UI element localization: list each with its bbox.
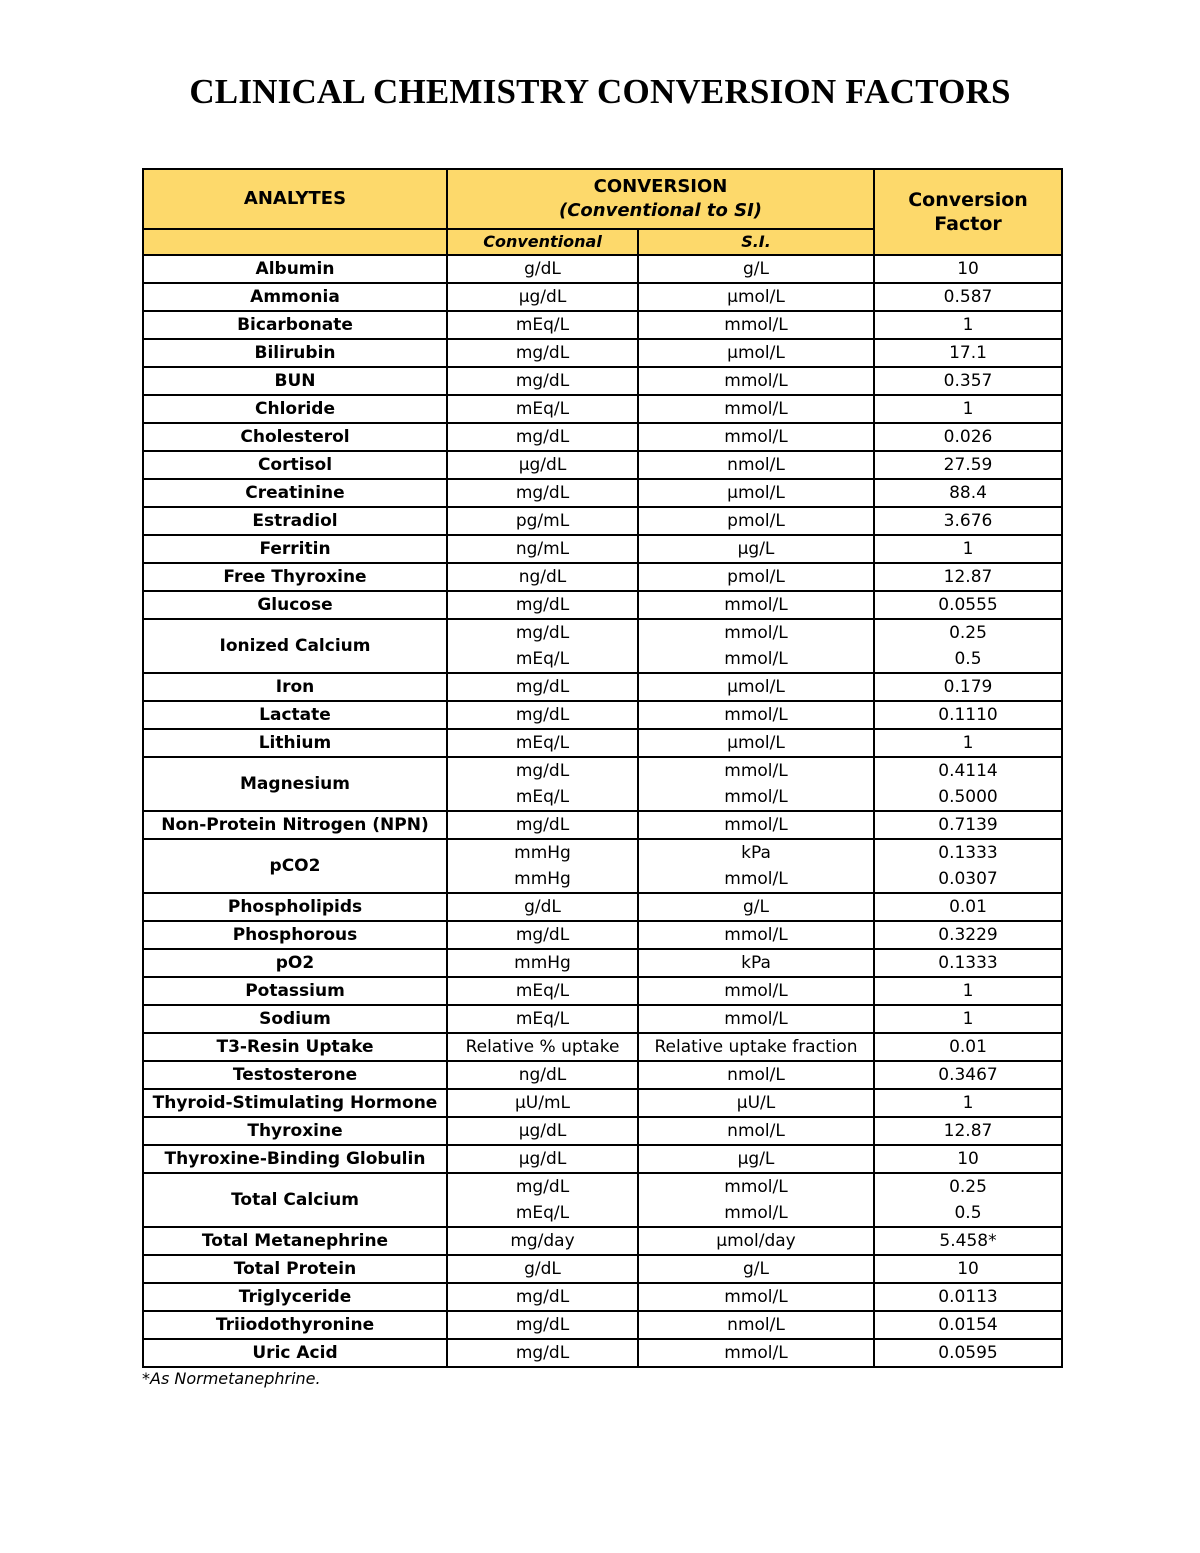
si-unit-cell bbox=[638, 757, 874, 811]
conventional-unit-cell: ng/mL bbox=[447, 535, 638, 563]
table-row bbox=[143, 479, 1062, 507]
analyte-cell: Ammonia bbox=[143, 283, 447, 311]
conventional-unit-cell: µg/dL bbox=[447, 451, 638, 479]
factor-cell: 0.0113 bbox=[874, 1283, 1062, 1311]
factor-cell: 1 bbox=[874, 729, 1062, 757]
table-row bbox=[143, 977, 1062, 1005]
factor-cell: 10 bbox=[874, 1255, 1062, 1283]
conventional-unit-cell: µg/dL bbox=[447, 283, 638, 311]
factor-value: 0.4114 bbox=[938, 761, 998, 781]
factor-cell: 10 bbox=[874, 255, 1062, 283]
table-row bbox=[143, 1061, 1062, 1089]
conventional-unit-cell: mg/dL bbox=[447, 1339, 638, 1367]
analyte-cell: Estradiol bbox=[143, 507, 447, 535]
analyte-cell: Glucose bbox=[143, 591, 447, 619]
analyte-cell: Bilirubin bbox=[143, 339, 447, 367]
si-unit-cell: g/L bbox=[638, 1255, 874, 1283]
conventional-unit-cell: mg/day bbox=[447, 1227, 638, 1255]
table-row bbox=[143, 811, 1062, 839]
conventional-unit-cell: ng/dL bbox=[447, 563, 638, 591]
table-row bbox=[143, 311, 1062, 339]
conventional-unit-cell: g/dL bbox=[447, 255, 638, 283]
si-unit-cell: g/L bbox=[638, 893, 874, 921]
table-row bbox=[143, 395, 1062, 423]
conversion-header-subtitle: (Conventional to SI) bbox=[558, 200, 763, 221]
analyte-cell: Lithium bbox=[143, 729, 447, 757]
table-header bbox=[143, 169, 1062, 255]
table-row bbox=[143, 283, 1062, 311]
table-row bbox=[143, 1227, 1062, 1255]
table-row bbox=[143, 1173, 1062, 1227]
si-unit: mmol/L bbox=[724, 1203, 788, 1223]
analyte-cell: BUN bbox=[143, 367, 447, 395]
si-unit-cell: Relative uptake fraction bbox=[638, 1033, 874, 1061]
si-unit-cell: mmol/L bbox=[638, 1283, 874, 1311]
table-row bbox=[143, 949, 1062, 977]
si-unit-cell: mmol/L bbox=[638, 1339, 874, 1367]
factor-value: 0.0307 bbox=[938, 869, 998, 889]
si-unit: mmol/L bbox=[724, 787, 788, 807]
si-unit-cell: nmol/L bbox=[638, 1117, 874, 1145]
factor-value: 0.25 bbox=[949, 1177, 987, 1197]
factor-cell: 0.3229 bbox=[874, 921, 1062, 949]
conventional-unit-cell: µg/dL bbox=[447, 1117, 638, 1145]
factor-cell: 0.587 bbox=[874, 283, 1062, 311]
table-row bbox=[143, 701, 1062, 729]
si-unit-cell: kPa bbox=[638, 949, 874, 977]
si-unit-cell bbox=[638, 619, 874, 673]
conventional-unit-cell: mg/dL bbox=[447, 701, 638, 729]
conversion-header-title: CONVERSION bbox=[593, 176, 728, 197]
si-unit-cell: mmol/L bbox=[638, 395, 874, 423]
factor-cell: 1 bbox=[874, 395, 1062, 423]
analyte-cell: Cholesterol bbox=[143, 423, 447, 451]
si-unit: mmol/L bbox=[724, 761, 788, 781]
conventional-unit: mmHg bbox=[514, 869, 571, 889]
conventional-unit: mEq/L bbox=[515, 787, 570, 807]
factor-cell: 0.7139 bbox=[874, 811, 1062, 839]
analyte-cell: pCO2 bbox=[143, 839, 447, 893]
factor-cell: 0.3467 bbox=[874, 1061, 1062, 1089]
factor-cell: 0.179 bbox=[874, 673, 1062, 701]
table-row bbox=[143, 507, 1062, 535]
table-row bbox=[143, 367, 1062, 395]
conventional-unit-cell: mEq/L bbox=[447, 977, 638, 1005]
analyte-cell: Chloride bbox=[143, 395, 447, 423]
factor-cell: 5.458* bbox=[874, 1227, 1062, 1255]
analyte-cell: Total Protein bbox=[143, 1255, 447, 1283]
conventional-unit-cell: mg/dL bbox=[447, 1283, 638, 1311]
table-row bbox=[143, 729, 1062, 757]
conversion-factor-header bbox=[874, 169, 1062, 255]
conventional-unit-cell: Relative % uptake bbox=[447, 1033, 638, 1061]
conventional-unit-cell: µU/mL bbox=[447, 1089, 638, 1117]
table-row bbox=[143, 1145, 1062, 1173]
factor-cell: 0.357 bbox=[874, 367, 1062, 395]
si-unit: mmol/L bbox=[724, 649, 788, 669]
factor-cell: 17.1 bbox=[874, 339, 1062, 367]
factor-cell: 1 bbox=[874, 977, 1062, 1005]
factor-value: 0.5000 bbox=[938, 787, 998, 807]
si-unit-cell: nmol/L bbox=[638, 451, 874, 479]
analyte-cell: Phospholipids bbox=[143, 893, 447, 921]
table-row bbox=[143, 535, 1062, 563]
analyte-cell: Total Metanephrine bbox=[143, 1227, 447, 1255]
si-unit-cell: mmol/L bbox=[638, 811, 874, 839]
factor-header-line2: Factor bbox=[934, 213, 1002, 235]
conventional-unit: mg/dL bbox=[515, 623, 570, 643]
factor-cell bbox=[874, 757, 1062, 811]
factor-header-line1: Conversion bbox=[908, 189, 1028, 211]
analyte-cell: Magnesium bbox=[143, 757, 447, 811]
analytes-subheader-spacer bbox=[143, 229, 447, 255]
analyte-cell: Non-Protein Nitrogen (NPN) bbox=[143, 811, 447, 839]
si-unit-cell: µmol/L bbox=[638, 729, 874, 757]
table-row bbox=[143, 757, 1062, 811]
table-row bbox=[143, 563, 1062, 591]
conventional-unit-cell: mEq/L bbox=[447, 1005, 638, 1033]
factor-cell: 0.0154 bbox=[874, 1311, 1062, 1339]
conventional-subheader: Conventional bbox=[447, 229, 638, 255]
table-row bbox=[143, 839, 1062, 893]
conventional-unit-cell: mg/dL bbox=[447, 811, 638, 839]
factor-cell: 0.01 bbox=[874, 893, 1062, 921]
table-row bbox=[143, 673, 1062, 701]
analyte-cell: Thyroxine bbox=[143, 1117, 447, 1145]
table-row bbox=[143, 1339, 1062, 1367]
factor-cell bbox=[874, 1173, 1062, 1227]
factor-cell: 1 bbox=[874, 535, 1062, 563]
conventional-unit-cell: mg/dL bbox=[447, 367, 638, 395]
factor-cell: 0.026 bbox=[874, 423, 1062, 451]
table-body bbox=[143, 255, 1062, 1367]
si-unit-cell: g/L bbox=[638, 255, 874, 283]
table-row bbox=[143, 1283, 1062, 1311]
factor-cell: 0.0595 bbox=[874, 1339, 1062, 1367]
si-unit-cell: mmol/L bbox=[638, 921, 874, 949]
analyte-cell: Triglyceride bbox=[143, 1283, 447, 1311]
factor-value: 0.1333 bbox=[938, 843, 998, 863]
page-title: CLINICAL CHEMISTRY CONVERSION FACTORS bbox=[189, 72, 1011, 111]
si-unit: mmol/L bbox=[724, 869, 788, 889]
factor-cell: 0.01 bbox=[874, 1033, 1062, 1061]
analyte-cell: Ionized Calcium bbox=[143, 619, 447, 673]
analyte-cell: Sodium bbox=[143, 1005, 447, 1033]
conventional-unit-cell: g/dL bbox=[447, 893, 638, 921]
table-row bbox=[143, 451, 1062, 479]
si-unit-cell: nmol/L bbox=[638, 1061, 874, 1089]
table-row bbox=[143, 619, 1062, 673]
conventional-unit-cell bbox=[447, 619, 638, 673]
factor-cell: 1 bbox=[874, 311, 1062, 339]
table-row bbox=[143, 921, 1062, 949]
conventional-unit: mEq/L bbox=[515, 1203, 570, 1223]
analyte-cell: Total Calcium bbox=[143, 1173, 447, 1227]
conventional-unit-cell: g/dL bbox=[447, 1255, 638, 1283]
si-unit-cell: nmol/L bbox=[638, 1311, 874, 1339]
analyte-cell: Potassium bbox=[143, 977, 447, 1005]
analyte-cell: Albumin bbox=[143, 255, 447, 283]
si-unit-cell: µU/L bbox=[638, 1089, 874, 1117]
si-unit-cell: µg/L bbox=[638, 535, 874, 563]
analyte-cell: Lactate bbox=[143, 701, 447, 729]
conventional-unit-cell: mmHg bbox=[447, 949, 638, 977]
analyte-cell: Iron bbox=[143, 673, 447, 701]
conventional-unit-cell: mEq/L bbox=[447, 395, 638, 423]
factor-cell: 0.1333 bbox=[874, 949, 1062, 977]
analyte-cell: Testosterone bbox=[143, 1061, 447, 1089]
table-row bbox=[143, 1255, 1062, 1283]
table-row bbox=[143, 1005, 1062, 1033]
table-row bbox=[143, 339, 1062, 367]
factor-value: 0.5 bbox=[954, 649, 982, 669]
footnote: *As Normetanephrine. bbox=[142, 1369, 321, 1388]
si-unit-cell: mmol/L bbox=[638, 423, 874, 451]
analyte-cell: Cortisol bbox=[143, 451, 447, 479]
factor-cell: 0.1110 bbox=[874, 701, 1062, 729]
analyte-cell: Thyroid-Stimulating Hormone bbox=[143, 1089, 447, 1117]
analyte-cell: Creatinine bbox=[143, 479, 447, 507]
factor-cell: 12.87 bbox=[874, 563, 1062, 591]
factor-cell bbox=[874, 839, 1062, 893]
si-unit-cell: mmol/L bbox=[638, 977, 874, 1005]
analyte-cell: Free Thyroxine bbox=[143, 563, 447, 591]
table-row bbox=[143, 423, 1062, 451]
table-row bbox=[143, 1311, 1062, 1339]
si-unit-cell: mmol/L bbox=[638, 591, 874, 619]
factor-cell: 12.87 bbox=[874, 1117, 1062, 1145]
conventional-unit-cell: µg/dL bbox=[447, 1145, 638, 1173]
conventional-unit-cell: mg/dL bbox=[447, 479, 638, 507]
table-row bbox=[143, 1089, 1062, 1117]
conventional-unit-cell: mg/dL bbox=[447, 673, 638, 701]
analyte-cell: Uric Acid bbox=[143, 1339, 447, 1367]
si-unit-cell: pmol/L bbox=[638, 507, 874, 535]
analyte-cell: Ferritin bbox=[143, 535, 447, 563]
conventional-unit: mg/dL bbox=[515, 1177, 570, 1197]
si-unit-cell: mmol/L bbox=[638, 1005, 874, 1033]
si-unit-cell: µmol/L bbox=[638, 339, 874, 367]
factor-cell: 1 bbox=[874, 1005, 1062, 1033]
conventional-unit-cell bbox=[447, 1173, 638, 1227]
si-unit-cell bbox=[638, 839, 874, 893]
conventional-unit: mg/dL bbox=[515, 761, 570, 781]
analyte-cell: pO2 bbox=[143, 949, 447, 977]
conventional-unit-cell bbox=[447, 839, 638, 893]
factor-cell: 3.676 bbox=[874, 507, 1062, 535]
conventional-unit-cell: mEq/L bbox=[447, 729, 638, 757]
si-unit: mmol/L bbox=[724, 1177, 788, 1197]
factor-cell: 88.4 bbox=[874, 479, 1062, 507]
si-unit-cell: µmol/L bbox=[638, 283, 874, 311]
conventional-unit-cell: mg/dL bbox=[447, 921, 638, 949]
si-unit-cell bbox=[638, 1173, 874, 1227]
factor-cell: 1 bbox=[874, 1089, 1062, 1117]
conventional-unit-cell: mg/dL bbox=[447, 1311, 638, 1339]
table-row bbox=[143, 1033, 1062, 1061]
factor-cell: 27.59 bbox=[874, 451, 1062, 479]
si-unit-cell: µg/L bbox=[638, 1145, 874, 1173]
conversion-header bbox=[447, 169, 874, 229]
factor-value: 0.25 bbox=[949, 623, 987, 643]
factor-cell: 0.0555 bbox=[874, 591, 1062, 619]
si-unit-cell: mmol/L bbox=[638, 311, 874, 339]
conventional-unit-cell: mg/dL bbox=[447, 423, 638, 451]
analyte-cell: Bicarbonate bbox=[143, 311, 447, 339]
conventional-unit: mmHg bbox=[514, 843, 571, 863]
si-unit: kPa bbox=[741, 843, 771, 863]
si-subheader: S.I. bbox=[638, 229, 874, 255]
table-row bbox=[143, 255, 1062, 283]
analyte-cell: Phosphorous bbox=[143, 921, 447, 949]
si-unit-cell: µmol/L bbox=[638, 673, 874, 701]
table-row bbox=[143, 591, 1062, 619]
si-unit-cell: µmol/L bbox=[638, 479, 874, 507]
conventional-unit-cell: mg/dL bbox=[447, 591, 638, 619]
analyte-cell: T3-Resin Uptake bbox=[143, 1033, 447, 1061]
conventional-unit-cell bbox=[447, 757, 638, 811]
conventional-unit-cell: mEq/L bbox=[447, 311, 638, 339]
si-unit: mmol/L bbox=[724, 623, 788, 643]
factor-cell bbox=[874, 619, 1062, 673]
table-row bbox=[143, 893, 1062, 921]
analyte-cell: Thyroxine-Binding Globulin bbox=[143, 1145, 447, 1173]
si-unit-cell: µmol/day bbox=[638, 1227, 874, 1255]
conventional-unit-cell: ng/dL bbox=[447, 1061, 638, 1089]
factor-value: 0.5 bbox=[954, 1203, 982, 1223]
si-unit-cell: mmol/L bbox=[638, 367, 874, 395]
si-unit-cell: pmol/L bbox=[638, 563, 874, 591]
conventional-unit-cell: pg/mL bbox=[447, 507, 638, 535]
table-row bbox=[143, 1117, 1062, 1145]
si-unit-cell: mmol/L bbox=[638, 701, 874, 729]
analyte-cell: Triiodothyronine bbox=[143, 1311, 447, 1339]
conventional-unit-cell: mg/dL bbox=[447, 339, 638, 367]
analytes-header: ANALYTES bbox=[143, 169, 447, 229]
conversion-table bbox=[142, 168, 1063, 1368]
factor-cell: 10 bbox=[874, 1145, 1062, 1173]
conventional-unit: mEq/L bbox=[515, 649, 570, 669]
